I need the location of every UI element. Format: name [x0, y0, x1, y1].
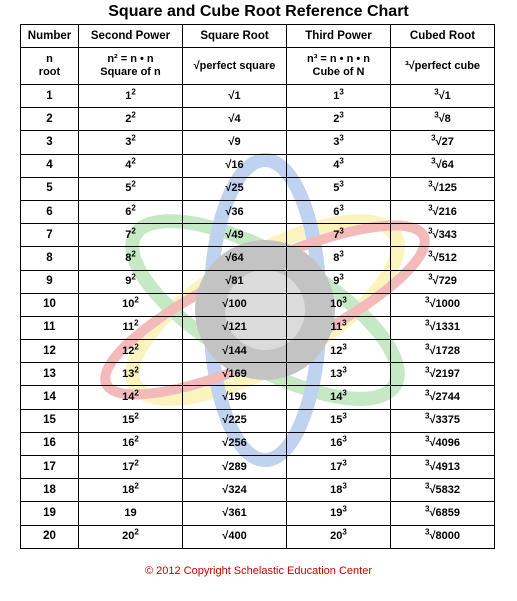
- cell-number: 17: [21, 456, 79, 479]
- header-row: [21, 25, 495, 48]
- cell-second-power: $7^2$: [79, 224, 183, 247]
- cell-square-root: √36: [183, 200, 287, 223]
- table-row: [21, 85, 495, 108]
- table-row: [21, 340, 495, 363]
- cell-third-power: $17^3$: [287, 456, 391, 479]
- cell-third-power: $3^3$: [287, 131, 391, 154]
- cell-cubed-root: $^3$√1000: [391, 293, 495, 316]
- cell-third-power: $19^3$: [287, 502, 391, 525]
- cell-number: 15: [21, 409, 79, 432]
- header-square-root: Square Root: [183, 25, 287, 48]
- cell-third-power: $18^3$: [287, 479, 391, 502]
- cell-square-root: √100: [183, 293, 287, 316]
- cell-cubed-root: $^3$√5832: [391, 479, 495, 502]
- cell-second-power: $5^2$: [79, 177, 183, 200]
- cell-third-power: $9^3$: [287, 270, 391, 293]
- cell-cubed-root: $^3$√1: [391, 85, 495, 108]
- cell-square-root: √169: [183, 363, 287, 386]
- cell-square-root: √81: [183, 270, 287, 293]
- cell-second-power: 19: [79, 502, 183, 525]
- table-row: [21, 293, 495, 316]
- cell-second-power: $16^2$: [79, 432, 183, 455]
- cell-square-root: √225: [183, 409, 287, 432]
- cell-second-power: $14^2$: [79, 386, 183, 409]
- cell-second-power: $13^2$: [79, 363, 183, 386]
- cell-third-power: $2^3$: [287, 108, 391, 131]
- table-row: [21, 177, 495, 200]
- cell-third-power: $10^3$: [287, 293, 391, 316]
- table-row: [21, 131, 495, 154]
- header-cubed-root: Cubed Root: [391, 25, 495, 48]
- cell-square-root: √64: [183, 247, 287, 270]
- cell-cubed-root: $^3$√64: [391, 154, 495, 177]
- table-row: [21, 154, 495, 177]
- reference-table: [20, 24, 495, 549]
- cell-cubed-root: $^3$√343: [391, 224, 495, 247]
- cell-cubed-root: $^3$√8: [391, 108, 495, 131]
- cell-square-root: √400: [183, 525, 287, 548]
- header-second-power: Second Power: [79, 25, 183, 48]
- cell-cubed-root: $^3$√512: [391, 247, 495, 270]
- subheader-second-power: n² = n • n Square of n: [79, 48, 183, 85]
- cell-square-root: √256: [183, 432, 287, 455]
- header-number: Number: [21, 25, 79, 48]
- cell-square-root: √324: [183, 479, 287, 502]
- cell-number: 4: [21, 154, 79, 177]
- cell-number: 1: [21, 85, 79, 108]
- table-row: [21, 386, 495, 409]
- cell-number: 7: [21, 224, 79, 247]
- cell-second-power: $10^2$: [79, 293, 183, 316]
- cell-number: 16: [21, 432, 79, 455]
- header-third-power: Third Power: [287, 25, 391, 48]
- subheader-number: n root: [21, 48, 79, 85]
- cell-second-power: $4^2$: [79, 154, 183, 177]
- cell-cubed-root: $^3$√1331: [391, 316, 495, 339]
- table-row: [21, 363, 495, 386]
- table-row: [21, 502, 495, 525]
- cell-square-root: √289: [183, 456, 287, 479]
- cell-square-root: √16: [183, 154, 287, 177]
- cell-cubed-root: $^3$√6859: [391, 502, 495, 525]
- cell-third-power: $5^3$: [287, 177, 391, 200]
- cell-cubed-root: $^3$√2197: [391, 363, 495, 386]
- table-row: [21, 270, 495, 293]
- cell-second-power: $12^2$: [79, 340, 183, 363]
- cell-number: 19: [21, 502, 79, 525]
- cell-square-root: √144: [183, 340, 287, 363]
- subheader-square-root: √perfect square: [183, 48, 287, 85]
- subheader-row: [21, 48, 495, 85]
- cell-third-power: $6^3$: [287, 200, 391, 223]
- cell-cubed-root: $^3$√125: [391, 177, 495, 200]
- table-row: [21, 479, 495, 502]
- cell-number: 9: [21, 270, 79, 293]
- cell-cubed-root: $^3$√8000: [391, 525, 495, 548]
- cell-number: 3: [21, 131, 79, 154]
- cell-third-power: $7^3$: [287, 224, 391, 247]
- cell-second-power: $18^2$: [79, 479, 183, 502]
- cell-number: 12: [21, 340, 79, 363]
- cell-third-power: $4^3$: [287, 154, 391, 177]
- cell-cubed-root: $^3$√1728: [391, 340, 495, 363]
- cell-number: 11: [21, 316, 79, 339]
- cell-number: 14: [21, 386, 79, 409]
- cell-third-power: $14^3$: [287, 386, 391, 409]
- cell-third-power: $8^3$: [287, 247, 391, 270]
- cell-third-power: $13^3$: [287, 363, 391, 386]
- cell-square-root: √25: [183, 177, 287, 200]
- cell-square-root: √121: [183, 316, 287, 339]
- cell-cubed-root: $^3$√4096: [391, 432, 495, 455]
- cell-cubed-root: $^3$√2744: [391, 386, 495, 409]
- cell-number: 13: [21, 363, 79, 386]
- table-row: [21, 316, 495, 339]
- subheader-third-power: n³ = n • n • n Cube of N: [287, 48, 391, 85]
- cell-second-power: $1^2$: [79, 85, 183, 108]
- cell-cubed-root: $^3$√4913: [391, 456, 495, 479]
- table-row: [21, 247, 495, 270]
- cell-square-root: √1: [183, 85, 287, 108]
- cell-number: 20: [21, 525, 79, 548]
- cell-second-power: $3^2$: [79, 131, 183, 154]
- cell-square-root: √9: [183, 131, 287, 154]
- cell-cubed-root: $^3$√27: [391, 131, 495, 154]
- page-title: Square and Cube Root Reference Chart: [108, 3, 409, 20]
- table-row: [21, 224, 495, 247]
- cell-third-power: $20^3$: [287, 525, 391, 548]
- copyright-notice: © 2012 Copyright Schelastic Education Center: [144, 565, 372, 577]
- cell-number: 18: [21, 479, 79, 502]
- table-row: [21, 456, 495, 479]
- cell-third-power: $11^3$: [287, 316, 391, 339]
- cell-square-root: √49: [183, 224, 287, 247]
- cell-cubed-root: $^3$√3375: [391, 409, 495, 432]
- cell-second-power: $2^2$: [79, 108, 183, 131]
- cell-number: 5: [21, 177, 79, 200]
- table-row: [21, 108, 495, 131]
- cell-cubed-root: $^3$√729: [391, 270, 495, 293]
- cell-second-power: $11^2$: [79, 316, 183, 339]
- cell-number: 10: [21, 293, 79, 316]
- cell-third-power: $1^3$: [287, 85, 391, 108]
- cell-square-root: √196: [183, 386, 287, 409]
- table-body: [21, 85, 495, 549]
- cell-second-power: $8^2$: [79, 247, 183, 270]
- cell-square-root: √361: [183, 502, 287, 525]
- cell-second-power: $9^2$: [79, 270, 183, 293]
- cell-second-power: $20^2$: [79, 525, 183, 548]
- cell-second-power: $17^2$: [79, 456, 183, 479]
- cell-square-root: √4: [183, 108, 287, 131]
- cell-number: 8: [21, 247, 79, 270]
- cell-number: 2: [21, 108, 79, 131]
- table-row: [21, 525, 495, 548]
- table-row: [21, 432, 495, 455]
- table-row: [21, 409, 495, 432]
- cell-number: 6: [21, 200, 79, 223]
- cell-cubed-root: $^3$√216: [391, 200, 495, 223]
- subheader-cubed-root: ³√perfect cube: [391, 48, 495, 85]
- cell-second-power: $15^2$: [79, 409, 183, 432]
- cell-third-power: $15^3$: [287, 409, 391, 432]
- table-row: [21, 200, 495, 223]
- cell-third-power: $16^3$: [287, 432, 391, 455]
- cell-third-power: $12^3$: [287, 340, 391, 363]
- cell-second-power: $6^2$: [79, 200, 183, 223]
